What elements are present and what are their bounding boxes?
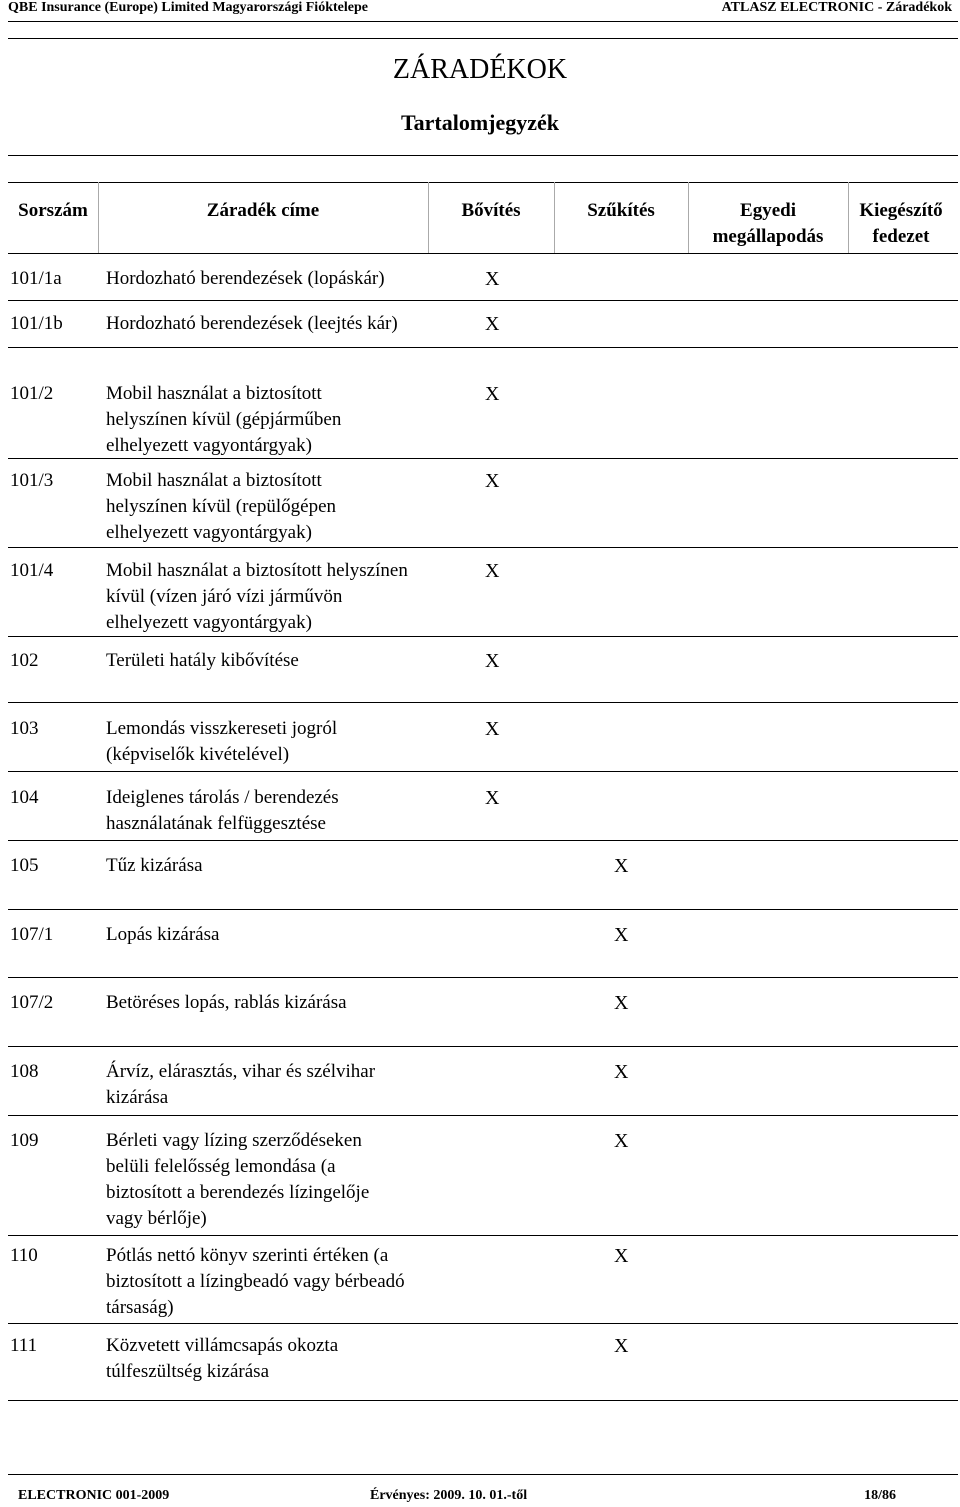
row-divider [8, 1235, 958, 1236]
row-divider [8, 702, 958, 703]
row-title: Betöréses lopás, rablás kizárása [106, 992, 347, 1013]
header-divider [8, 21, 958, 22]
row-bovites-mark: X [485, 268, 500, 290]
row-number: 109 [10, 1130, 39, 1151]
row-szukites-mark: X [614, 1130, 629, 1152]
row-title: Hordozható berendezések (leejtés kár) [106, 313, 398, 334]
page-title: ZÁRADÉKOK [392, 54, 568, 85]
row-number: 101/1a [10, 268, 62, 289]
row-divider [8, 977, 958, 978]
row-szukites-mark: X [614, 924, 629, 946]
row-number: 102 [10, 650, 39, 671]
row-divider [8, 458, 958, 459]
col-header-kiegeszito [848, 198, 954, 250]
row-szukites-mark: X [614, 855, 629, 877]
row-divider [8, 547, 958, 548]
row-number: 104 [10, 787, 39, 808]
footer-page-number: 18/86 [864, 1488, 896, 1503]
page-subtitle: Tartalomjegyzék [400, 110, 560, 135]
header-divider-2 [8, 38, 958, 39]
row-number: 101/4 [10, 560, 54, 581]
row-divider [8, 1323, 958, 1324]
row-number: 111 [10, 1335, 38, 1356]
title-divider [8, 155, 958, 156]
col-header-egyedi [688, 198, 848, 250]
row-title: Közvetett villámcsapás okozta túlfeszültség kizárása [106, 1335, 339, 1382]
row-divider [8, 300, 958, 301]
col-header-kiegeszito-line1: Kiegészítő [859, 200, 943, 221]
table-header-border [8, 253, 958, 254]
row-bovites-mark: X [485, 650, 500, 672]
row-divider [8, 840, 958, 841]
row-bovites-mark: X [485, 383, 500, 405]
col-header-szukites: Szűkítés [587, 200, 655, 221]
row-divider [8, 636, 958, 637]
row-title: Bérleti vagy lízing szerződéseken belüli felelősség lemondása (a biztosított a berendezés lízingelője vagy bérlője) [106, 1130, 370, 1229]
col-header-sorszam: Sorszám [18, 200, 88, 221]
row-szukites-mark: X [614, 1245, 629, 1267]
row-title: Hordozható berendezések (lopáskár) [106, 268, 385, 289]
row-number: 101/2 [10, 383, 54, 404]
row-number: 108 [10, 1061, 39, 1082]
row-bovites-mark: X [485, 313, 500, 335]
row-title: Tűz kizárása [106, 855, 203, 876]
header-document: ATLASZ ELECTRONIC - Záradékok [721, 0, 952, 15]
row-number: 107/2 [10, 992, 54, 1013]
row-bovites-mark: X [485, 718, 500, 740]
row-szukites-mark: X [614, 992, 629, 1014]
row-title: Ideiglenes tárolás / berendezés használatának felfüggesztése [106, 787, 339, 834]
row-number: 107/1 [10, 924, 54, 945]
row-number: 105 [10, 855, 39, 876]
header-company: QBE Insurance (Europe) Limited Magyarországi Fióktelepe [8, 0, 368, 15]
col-header-cime: Záradék címe [206, 200, 320, 221]
row-title: Mobil használat a biztosított helyszínen kívül (gépjárműben elhelyezett vagyontárgyak) [106, 383, 342, 456]
footer-divider [8, 1474, 958, 1475]
footer-product: ELECTRONIC 001-2009 [18, 1488, 170, 1503]
row-title: Pótlás nettó könyv szerinti értéken (a biztosított a lízingbeadó vagy bérbeadó társaság) [106, 1245, 405, 1318]
row-title: Mobil használat a biztosított helyszínen kívül (repülőgépen elhelyezett vagyontárgyak) [106, 470, 337, 543]
footer-validity: Érvényes: 2009. 10. 01.-től [370, 1488, 528, 1503]
row-title: Mobil használat a biztosított helyszínen kívül (vízen járó vízi járművön elhelyezett vagyontárgyak) [106, 560, 408, 633]
row-bovites-mark: X [485, 560, 500, 582]
row-bovites-mark: X [485, 470, 500, 492]
row-number: 103 [10, 718, 39, 739]
table-top-border [8, 182, 958, 183]
row-divider [8, 1115, 958, 1116]
row-number: 101/1b [10, 313, 63, 334]
col-header-kiegeszito-line2: fedezet [872, 226, 930, 247]
row-divider [8, 1046, 958, 1047]
row-number: 110 [10, 1245, 38, 1266]
row-bovites-mark: X [485, 787, 500, 809]
row-szukites-mark: X [614, 1061, 629, 1083]
col-header-egyedi-line2: megállapodás [712, 226, 824, 247]
row-title: Lemondás visszkereseti jogról (képviselők kivételével) [106, 718, 338, 765]
row-szukites-mark: X [614, 1335, 629, 1357]
row-number: 101/3 [10, 470, 54, 491]
col-header-bovites: Bővítés [461, 200, 521, 221]
row-title: Árvíz, elárasztás, vihar és szélvihar kizárása [106, 1061, 376, 1108]
row-divider [8, 909, 958, 910]
row-divider [8, 1400, 958, 1401]
col-header-egyedi-line1: Egyedi [740, 200, 796, 221]
row-title: Lopás kizárása [106, 924, 220, 945]
row-divider [8, 347, 958, 348]
row-divider [8, 771, 958, 772]
row-title: Területi hatály kibővítése [106, 650, 299, 671]
